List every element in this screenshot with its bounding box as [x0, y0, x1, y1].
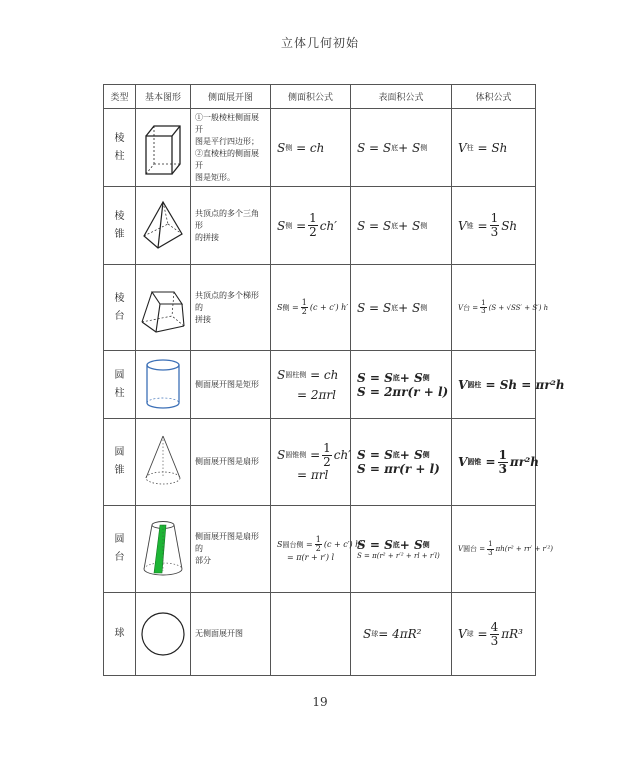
table-row — [104, 419, 536, 506]
type-cell: 圆 台 — [104, 506, 136, 593]
shape-cell — [136, 419, 191, 506]
col-header-type: 类型 — [104, 85, 136, 109]
surface-area-formula: S = S 底 + S 侧 — [351, 109, 452, 187]
shape-cell — [136, 593, 191, 676]
shape-cell — [136, 351, 191, 419]
col-header-net: 侧面展开图 — [191, 85, 271, 109]
cylinder-icon — [138, 357, 188, 413]
volume-formula: V 圆锥 = $\frac{1}{3}$ πr²h — [452, 419, 536, 506]
lateral-area-formula: S 圆台侧 = $\frac{1}{2}$ (c + c′) h′ = π(r + r′) l — [271, 506, 351, 593]
table-row — [104, 109, 536, 187]
shape-cell — [136, 506, 191, 593]
table-row — [104, 265, 536, 351]
volume-formula: V 锥 = $\frac{1}{3}$ Sh — [452, 187, 536, 265]
volume-formula: V 台 = $\frac{1}{3}$ (S + √SS′ + S′) h — [452, 265, 536, 351]
lateral-area-formula: S 圆柱侧 = ch = 2πrl — [271, 351, 351, 419]
net-description: 侧面展开图是矩形 — [191, 351, 271, 419]
net-description: 共顶点的多个三角形 的拼接 — [191, 187, 271, 265]
net-description: 侧面展开图是扇形的 部分 — [191, 506, 271, 593]
surface-area-formula: S = S 底 + S 侧 S = 2πr(r + l) — [351, 351, 452, 419]
type-cell: 棱 柱 — [104, 109, 136, 187]
col-header-surface-area: 表面积公式 — [351, 85, 452, 109]
net-description: 无侧面展开图 — [191, 593, 271, 676]
lateral-area-formula: S 侧 = $\frac{1}{2}$ ch′ — [271, 187, 351, 265]
type-cell: 球 — [104, 593, 136, 676]
volume-formula: V 柱 = Sh — [452, 109, 536, 187]
table-row — [104, 187, 536, 265]
surface-area-formula: S = S 底 + S 侧 — [351, 265, 452, 351]
surface-area-formula: S = S 底 + S 侧 — [351, 187, 452, 265]
surface-area-formula: S = S 底 + S 侧 S = πr(r + l) — [351, 419, 452, 506]
net-description: ①一般棱柱侧面展开 图是平行四边形； ②直棱柱的侧面展开 图是矩形。 — [191, 109, 271, 187]
page-number: 19 — [312, 695, 328, 709]
table-row — [104, 593, 536, 676]
net-description: 侧面展开图是扇形 — [191, 419, 271, 506]
geometry-formula-table — [103, 84, 565, 676]
volume-formula: V 球 = $\frac{4}{3}$ πR³ — [452, 593, 536, 676]
frustum-icon — [138, 280, 188, 336]
prism-icon — [138, 118, 188, 178]
col-header-shape: 基本图形 — [136, 85, 191, 109]
table-row — [104, 506, 536, 593]
truncated-cone-icon — [138, 517, 188, 581]
col-header-lateral-area: 侧面积公式 — [271, 85, 351, 109]
cone-icon — [138, 432, 188, 492]
sphere-icon — [138, 606, 188, 662]
shape-cell — [136, 109, 191, 187]
shape-cell — [136, 187, 191, 265]
surface-area-formula: S 球 = 4πR² — [351, 593, 452, 676]
pyramid-icon — [138, 196, 188, 256]
page-title: 立体几何初始 — [280, 36, 359, 50]
volume-formula: V 圆台 = $\frac{1}{3}$ πh(r² + rr′ + r′²) — [452, 506, 536, 593]
lateral-area-formula — [271, 593, 351, 676]
lateral-area-formula: S 圆锥侧 = $\frac{1}{2}$ ch′ = πrl — [271, 419, 351, 506]
type-cell: 棱 台 — [104, 265, 136, 351]
col-header-volume: 体积公式 — [452, 85, 536, 109]
shape-cell — [136, 265, 191, 351]
net-description: 共顶点的多个梯形的 拼接 — [191, 265, 271, 351]
lateral-area-formula: S 侧 = $\frac{1}{2}$ (c + c′) h′ — [271, 265, 351, 351]
type-cell: 棱 锥 — [104, 187, 136, 265]
surface-area-formula: S = S 底 + S 侧 S = π(r² + r′² + rl + r′l) — [351, 506, 452, 593]
volume-formula: V 圆柱 = Sh = πr²h — [452, 351, 536, 419]
table-header-row — [104, 85, 536, 109]
type-cell: 圆 锥 — [104, 419, 136, 506]
table-row — [104, 351, 536, 419]
lateral-area-formula: S 侧 = ch — [271, 109, 351, 187]
type-cell: 圆 柱 — [104, 351, 136, 419]
